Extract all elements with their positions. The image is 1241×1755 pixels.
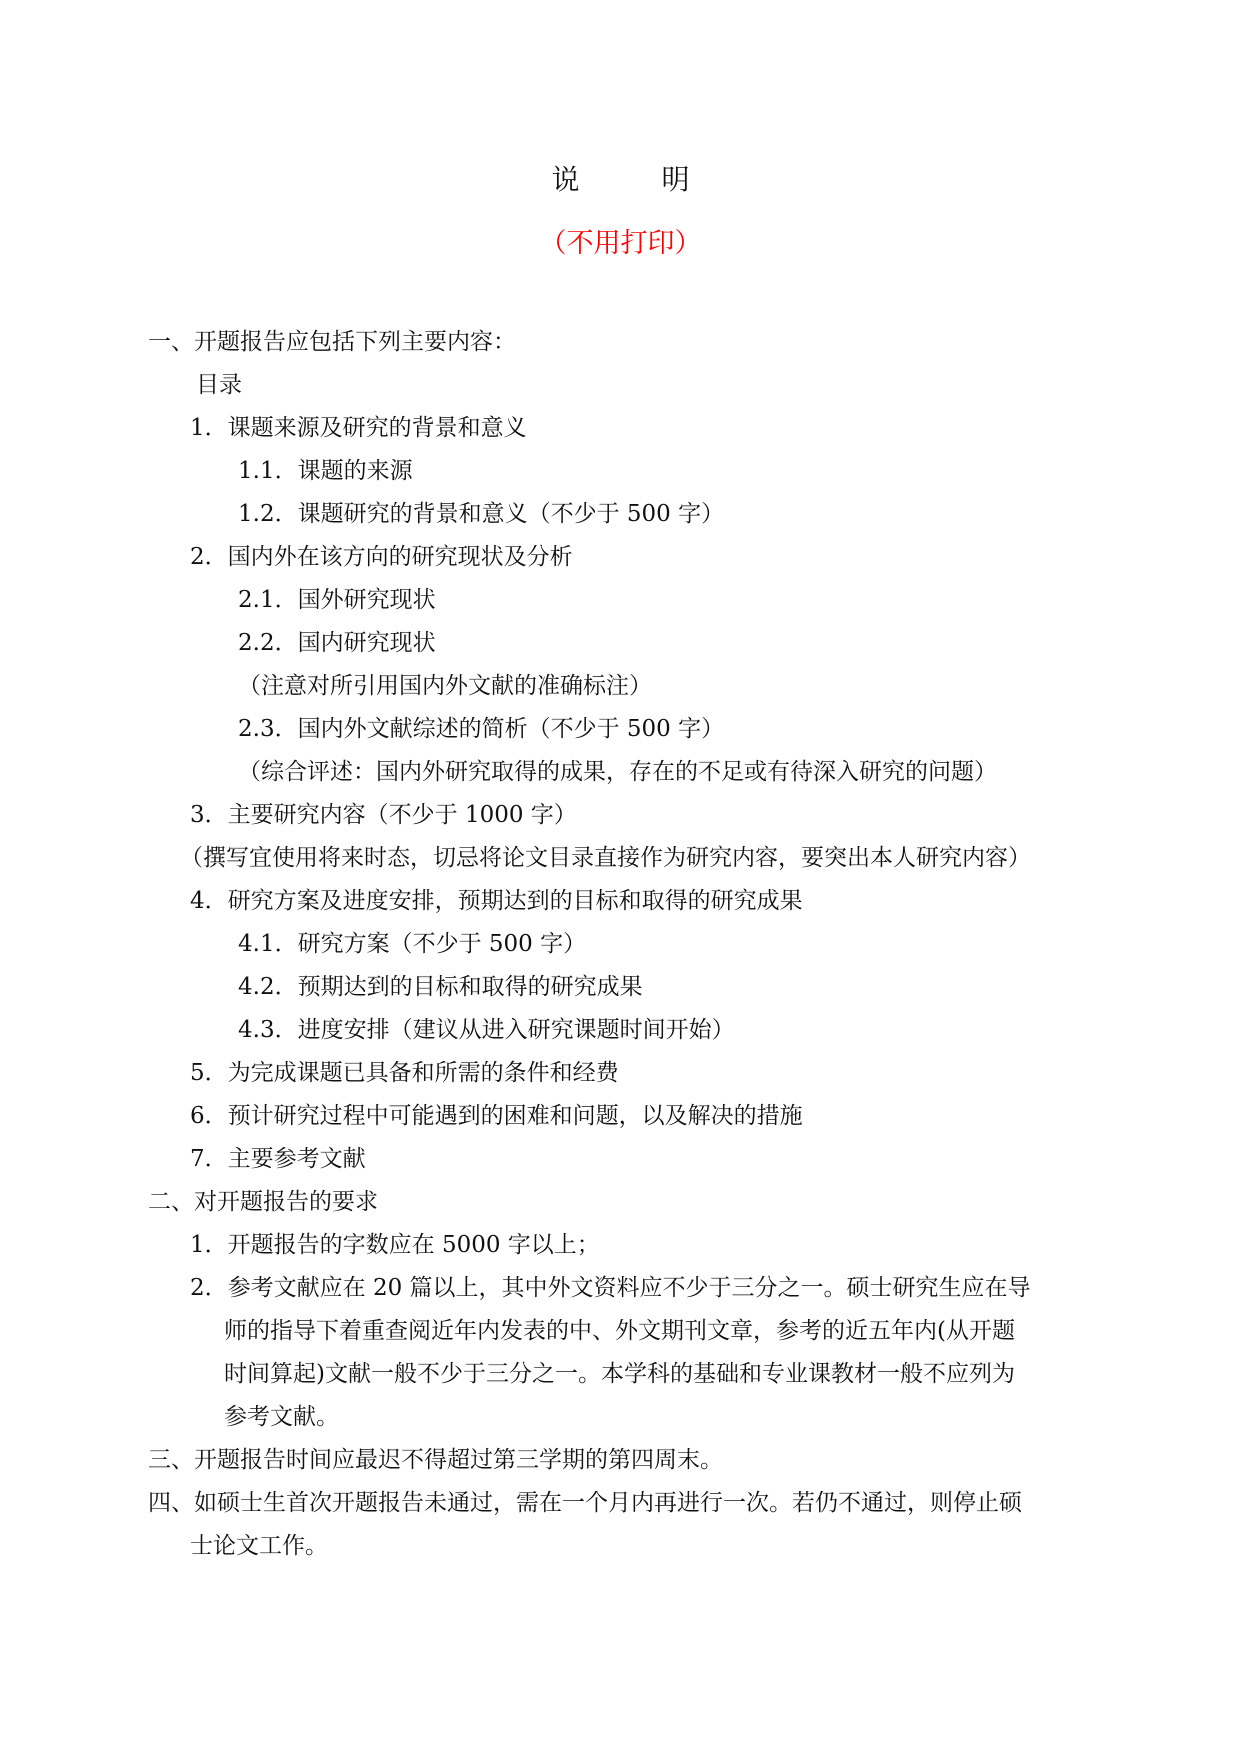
item-1-2: 1.2．课题研究的背景和意义（不少于 500 字） bbox=[238, 501, 725, 527]
requirement-2-line-1: 2．参考文献应在 20 篇以上，其中外文资料应不少于三分之一。硕士研究生应在导 bbox=[190, 1275, 1031, 1301]
section-4-paragraph-line-1: 四、如硕士生首次开题报告未通过，需在一个月内再进行一次。若仍不通过，则停止硕 bbox=[148, 1490, 1022, 1516]
page-title-char-2: 明 bbox=[661, 163, 690, 196]
item-3-note: （撰写宜使用将来时态，切忌将论文目录直接作为研究内容，要突出本人研究内容） bbox=[180, 845, 1031, 871]
item-4-1: 4.1．研究方案（不少于 500 字） bbox=[238, 931, 587, 957]
item-2-3: 2.3．国内外文献综述的简析（不少于 500 字） bbox=[238, 716, 725, 742]
page-title-char-1: 说 bbox=[551, 163, 580, 196]
item-2-3-note: （综合评述：国内外研究取得的成果，存在的不足或有待深入研究的问题） bbox=[238, 759, 997, 785]
item-2-2-note: （注意对所引用国内外文献的准确标注） bbox=[238, 673, 652, 699]
section-3-paragraph: 三、开题报告时间应最迟不得超过第三学期的第四周末。 bbox=[148, 1447, 723, 1473]
item-2-1: 2.1．国外研究现状 bbox=[238, 587, 436, 613]
section-1-heading: 一、开题报告应包括下列主要内容： bbox=[148, 329, 516, 355]
item-5: 5．为完成课题已具备和所需的条件和经费 bbox=[190, 1060, 619, 1086]
item-4-3: 4.3．进度安排（建议从进入研究课题时间开始） bbox=[238, 1017, 735, 1043]
item-3: 3．主要研究内容（不少于 1000 字） bbox=[190, 802, 577, 828]
requirement-2-line-2: 师的指导下着重查阅近年内发表的中、外文期刊文章，参考的近五年内(从开题 bbox=[224, 1318, 1015, 1344]
requirement-1: 1．开题报告的字数应在 5000 字以上； bbox=[190, 1232, 600, 1258]
requirement-2-line-3: 时间算起)文献一般不少于三分之一。本学科的基础和专业课教材一般不应列为 bbox=[224, 1361, 1015, 1387]
item-4: 4．研究方案及进度安排，预期达到的目标和取得的研究成果 bbox=[190, 888, 803, 914]
toc-label: 目录 bbox=[196, 372, 242, 398]
item-2: 2．国内外在该方向的研究现状及分析 bbox=[190, 544, 573, 570]
item-2-2: 2.2．国内研究现状 bbox=[238, 630, 436, 656]
item-1: 1．课题来源及研究的背景和意义 bbox=[190, 415, 527, 441]
section-4-paragraph-line-2: 士论文工作。 bbox=[190, 1533, 328, 1559]
item-4-2: 4.2．预期达到的目标和取得的研究成果 bbox=[238, 974, 643, 1000]
section-2-heading: 二、对开题报告的要求 bbox=[148, 1189, 378, 1215]
item-7: 7．主要参考文献 bbox=[190, 1146, 366, 1172]
requirement-2-line-4: 参考文献。 bbox=[224, 1404, 339, 1430]
item-6: 6．预计研究过程中可能遇到的困难和问题，以及解决的措施 bbox=[190, 1103, 803, 1129]
page-title bbox=[0, 160, 1241, 200]
item-1-1: 1.1．课题的来源 bbox=[238, 458, 413, 484]
page-subtitle: （不用打印） bbox=[539, 228, 702, 259]
